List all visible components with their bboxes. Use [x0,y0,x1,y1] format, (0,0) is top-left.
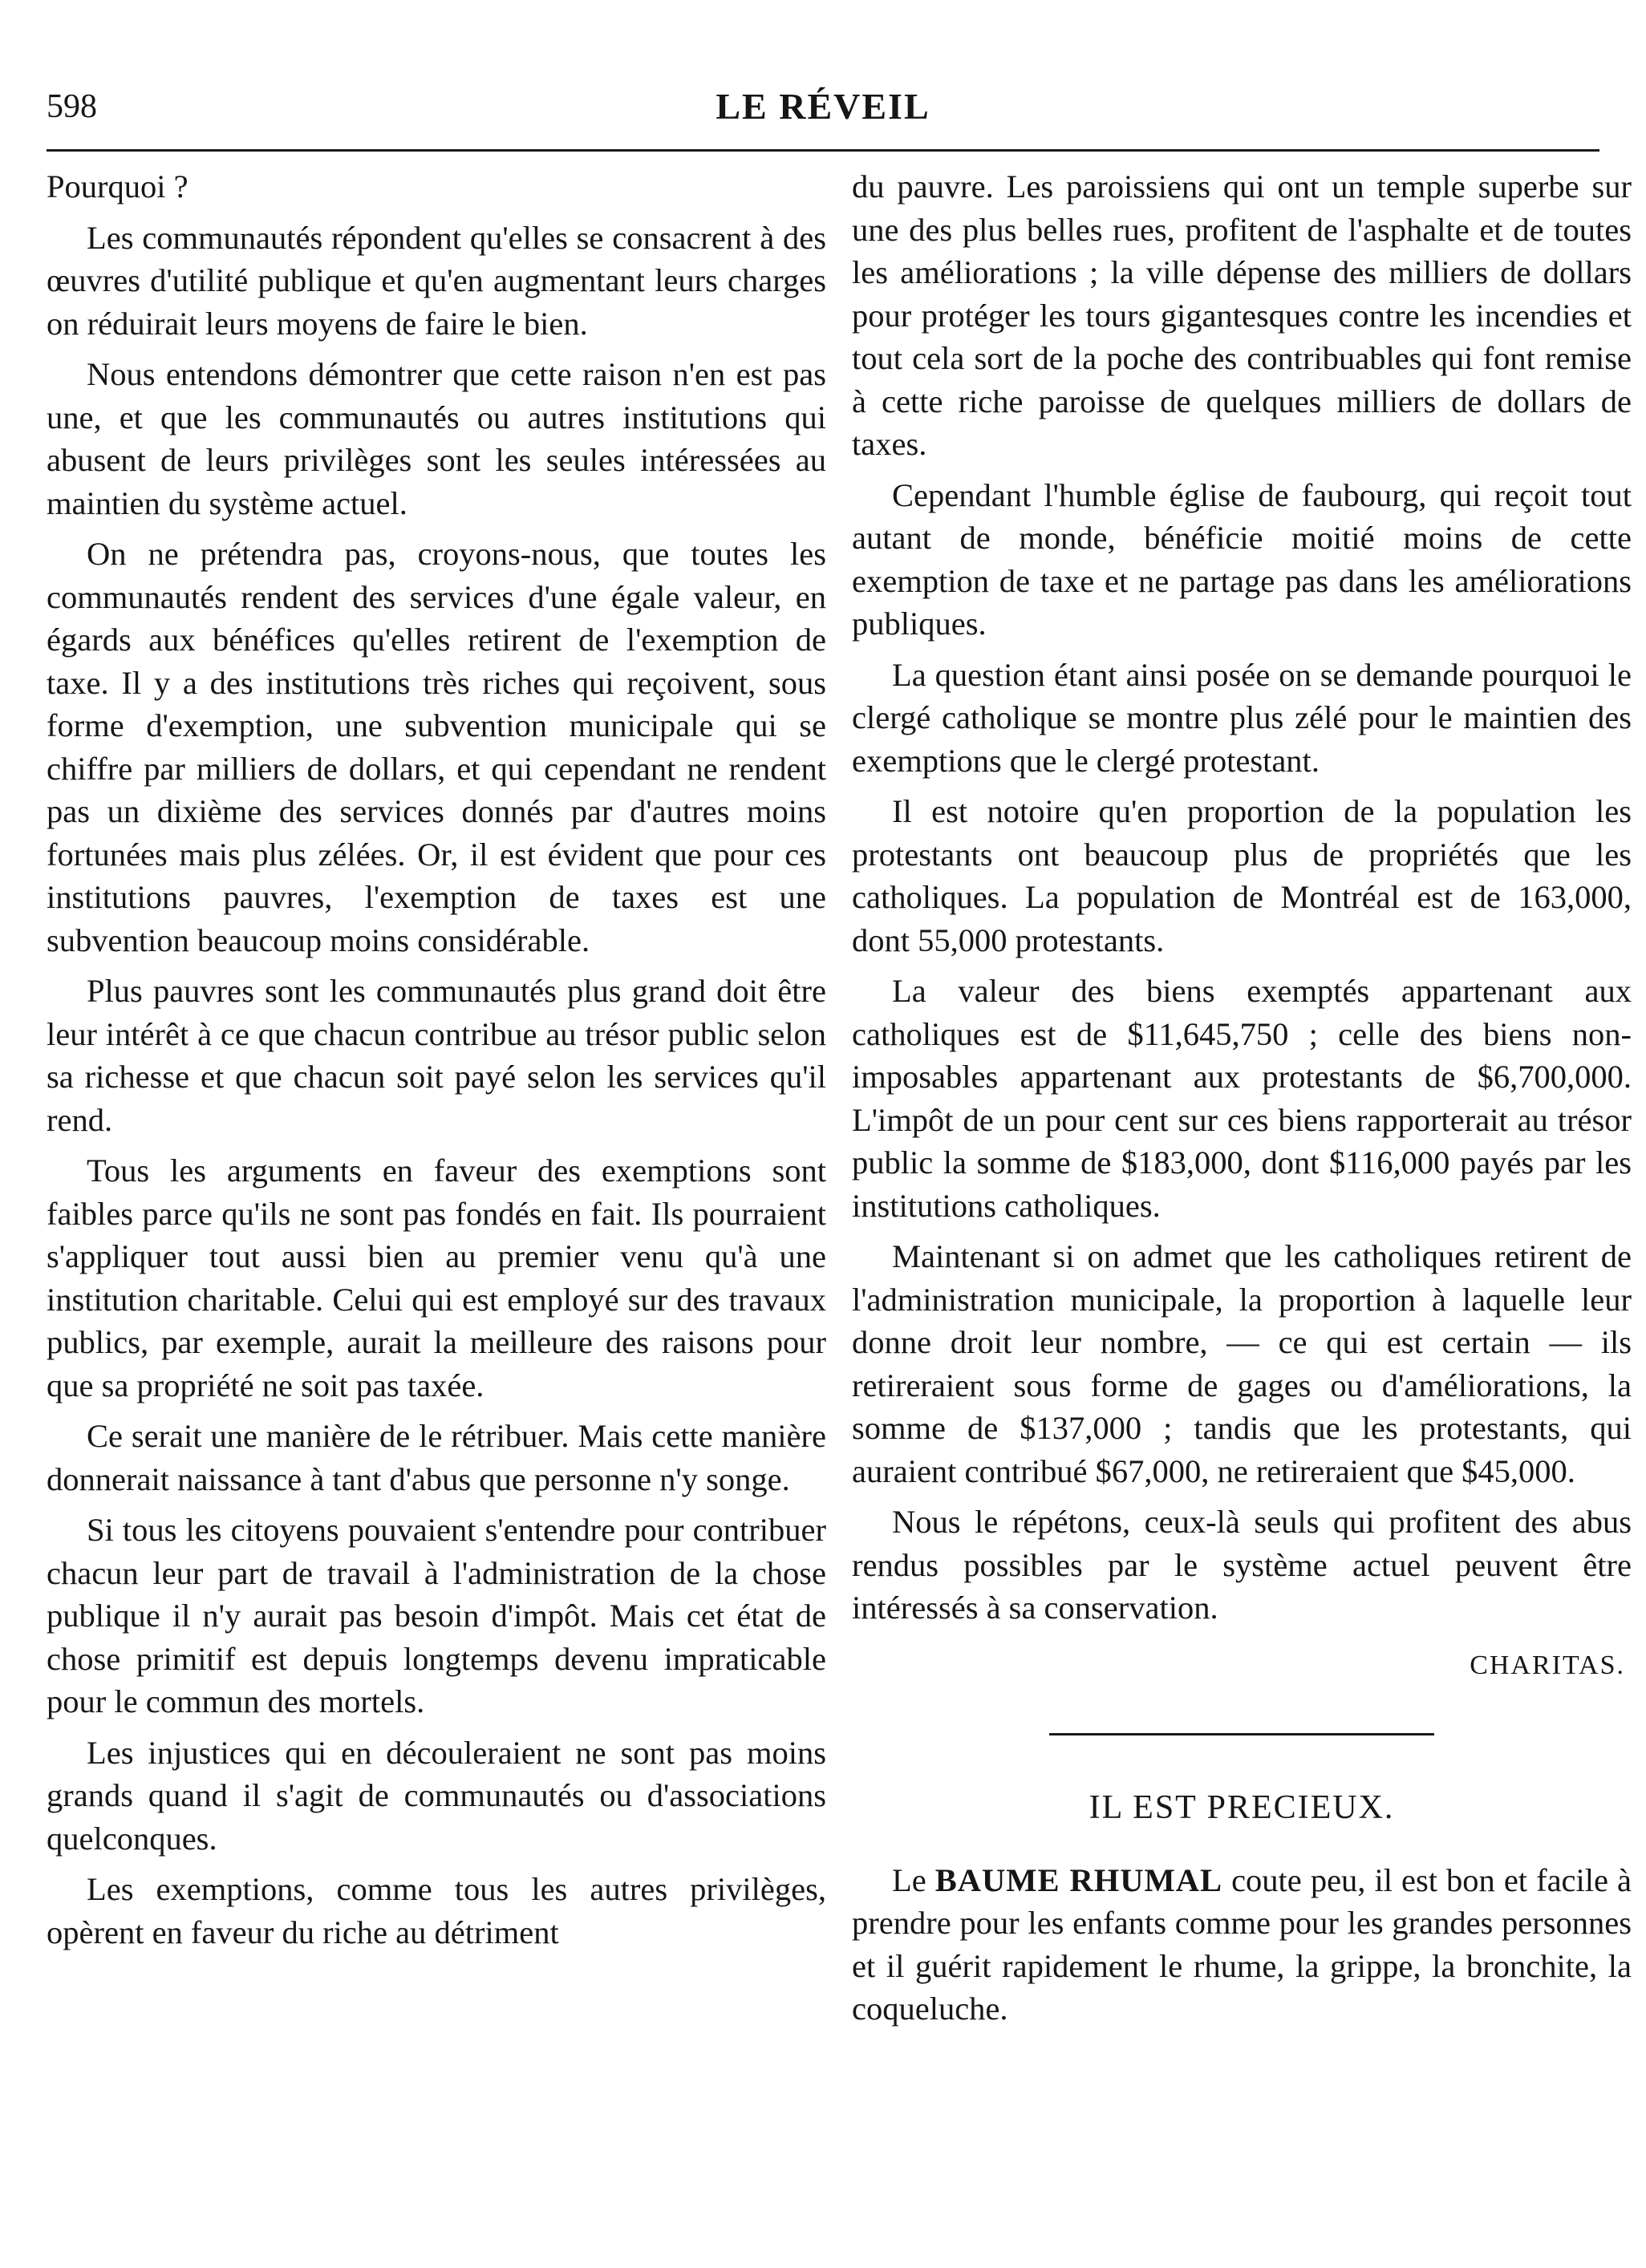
paragraph: Les injustices qui en découleraient ne sont pas moins grands quand il s'agit de communautés ou d'associations quelconques. [47,1734,826,1857]
paragraph: Pourquoi ? [47,168,189,205]
paragraph: Si tous les citoyens pouvaient s'entendre pour contribuer chacun leur part de travail à l'administration de la chose publique il n'y aurait pas besoin d'impôt. Mais cet état de chose primitif est depuis longtemps devenu impraticable pour le commun des mortels. [47,1512,826,1719]
paragraph: du pauvre. Les paroissiens qui ont un temple superbe sur une des plus belles rues, profitent de l'asphalte et de toutes les améliorations ; la ville dépense des milliers de dollars pour protéger les tours gigantesques contre les incendies et tout cela sort de la poche des contribuables qui font remise à cette riche paroisse de quelques milliers de dollars de taxes. [852,168,1632,462]
right-column [852,165,1632,2039]
paragraph: La valeur des biens exemptés appartenant aux catholiques est de $11,645,750 ; celle des biens non-imposables appartenant aux protestants de $6,700,000. L'impôt de un pour cent sur ces biens rapporterait au trésor public la somme de $183,000, dont $116,000 payés par les institutions catholiques. [852,973,1632,1224]
page-number: 598 [47,88,97,125]
paragraph: Maintenant si on admet que les catholiques retirent de l'administration municipale, la proportion à laquelle leur donne droit leur nombre, — ce qui est certain — ils retireraient sous forme de gages ou d'améliorations, la somme de $137,000 ; tandis que les protestants, qui auraient contribué $67,000, ne retireraient que $45,000. [852,1238,1632,1489]
paragraph: Nous le répétons, ceux-là seuls qui profitent des abus rendus possibles par le système actuel peuvent être intéressés à sa conservation. [852,1504,1632,1626]
header-rule [47,149,1599,152]
ad-body-text: coute peu, il est bon et facile à prendre pour les enfants comme pour les grandes personnes et il guérit rapidement le rhume, la grippe, la bronchite, la coqueluche. [852,1861,1632,2027]
product-name: BAUME RHUMAL [934,1861,1223,1898]
paragraph: Les exemptions, comme tous les autres privilèges, opèrent en faveur du riche au détriment [47,1871,826,1950]
advertisement-paragraph [852,1859,1632,2031]
paragraph: La question étant ainsi posée on se demande pourquoi le clergé catholique se montre plus zélé pour le maintien des exemptions que le clergé protestant. [852,656,1632,779]
paragraph: Ce serait une manière de le rétribuer. Mais cette manière donnerait naissance à tant d'abus que personne n'y songe. [47,1418,826,1497]
paragraph: Les communautés répondent qu'elles se consacrent à des œuvres d'utilité publique et qu'en augmentant leurs charges on réduirait leurs moyens de faire le bien. [47,219,826,342]
paragraph: Tous les arguments en faveur des exemptions sont faibles parce qu'ils ne sont pas fondés en fait. Ils pourraient s'appliquer tout aussi bien au premier venu qu'à une institution charitable. Celui qui est employé sur des travaux publics, par exemple, aurait la meilleure des raisons pour que sa propriété ne soit pas taxée. [47,1152,826,1403]
paragraph: On ne prétendra pas, croyons-nous, que toutes les communautés rendent des services d'une égale valeur, en égards aux bénéfices qu'elles retirent de l'exemption de taxe. Il y a des institutions très riches qui reçoivent, sous forme d'exemption, une subvention municipale qui se chiffre par milliers de dollars, et qui cependant ne rendent pas un dixième des services donnés par d'autres moins fortunées mais plus zélées. Or, il est évident que pour ces institutions pauvres, l'exemption de taxes est une subvention beaucoup moins considérable. [47,536,826,958]
section-title: IL EST PRECIEUX. [1089,1789,1395,1826]
ad-lead-text: Le [892,1861,935,1898]
paragraph: Plus pauvres sont les communautés plus grand doit être leur intérêt à ce que chacun contribue au trésor public selon sa richesse et que chacun soit payé selon les services qu'il rend. [47,973,826,1138]
paragraph: Il est notoire qu'en proportion de la population les protestants ont beaucoup plus de propriétés que les catholiques. La population de Montréal est de 163,000, dont 55,000 protestants. [852,793,1632,958]
section-divider [1049,1733,1434,1735]
signature: CHARITAS. [1470,1650,1625,1680]
journal-title: LE RÉVEIL [716,86,930,127]
paragraph: Cependant l'humble église de faubourg, qui reçoit tout autant de monde, bénéficie moitié moins de cette exemption de taxe et ne partage pas dans les améliorations publiques. [852,476,1632,642]
left-column [47,165,826,1962]
paragraph: Nous entendons démontrer que cette raison n'en est pas une, et que les communautés ou autres institutions qui abusent de leurs privilèges sont les seules intéressées au maintien du système actuel. [47,356,826,521]
